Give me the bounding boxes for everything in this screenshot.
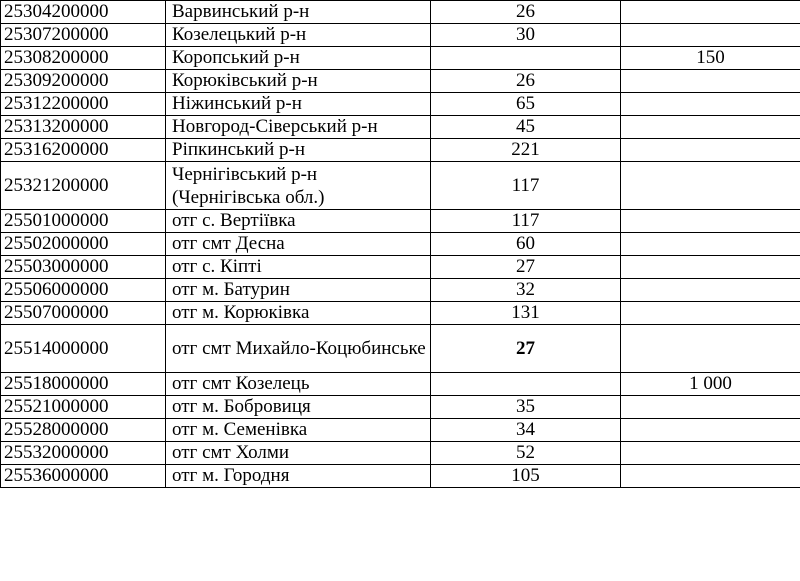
name-cell: Корюківський р-н <box>166 70 431 93</box>
name-cell: отг м. Семенівка <box>166 419 431 442</box>
name-cell: отг м. Батурин <box>166 279 431 302</box>
value-cell: 45 <box>431 116 621 139</box>
value-cell-2 <box>621 233 800 256</box>
code-cell: 25503000000 <box>1 256 166 279</box>
code-cell: 25506000000 <box>1 279 166 302</box>
code-cell: 25316200000 <box>1 139 166 162</box>
value-cell-2 <box>621 302 800 325</box>
name-cell: Козелецький р-н <box>166 24 431 47</box>
value-cell: 26 <box>431 1 621 24</box>
table-row <box>1 93 800 116</box>
code-cell: 25528000000 <box>1 419 166 442</box>
table-row <box>1 1 800 24</box>
value-cell-2: 1 000 <box>621 373 800 396</box>
table-row <box>1 419 800 442</box>
value-cell-2 <box>621 162 800 210</box>
value-cell-2 <box>621 465 800 488</box>
table-row <box>1 139 800 162</box>
name-cell: отг с. Вертіївка <box>166 210 431 233</box>
value-cell: 131 <box>431 302 621 325</box>
value-cell: 32 <box>431 279 621 302</box>
table-row <box>1 116 800 139</box>
value-cell-2 <box>621 419 800 442</box>
name-cell: отг м. Городня <box>166 465 431 488</box>
table-row <box>1 325 800 373</box>
table-row <box>1 279 800 302</box>
value-cell: 105 <box>431 465 621 488</box>
value-cell-2 <box>621 93 800 116</box>
value-cell <box>431 47 621 70</box>
value-cell-2 <box>621 116 800 139</box>
value-cell-2 <box>621 1 800 24</box>
name-cell: Новгород-Сіверський р-н <box>166 116 431 139</box>
table-row <box>1 162 800 210</box>
value-cell-2 <box>621 210 800 233</box>
code-cell: 25312200000 <box>1 93 166 116</box>
table-row <box>1 70 800 93</box>
code-cell: 25321200000 <box>1 162 166 210</box>
code-cell: 25518000000 <box>1 373 166 396</box>
value-cell: 34 <box>431 419 621 442</box>
value-cell-2: 150 <box>621 47 800 70</box>
code-cell: 25507000000 <box>1 302 166 325</box>
code-cell: 25304200000 <box>1 1 166 24</box>
value-cell <box>431 373 621 396</box>
code-cell: 25308200000 <box>1 47 166 70</box>
value-cell: 26 <box>431 70 621 93</box>
value-cell: 60 <box>431 233 621 256</box>
value-cell-2 <box>621 325 800 373</box>
value-cell-2 <box>621 256 800 279</box>
value-cell-2 <box>621 279 800 302</box>
table-row <box>1 24 800 47</box>
code-cell: 25313200000 <box>1 116 166 139</box>
name-cell: отг м. Корюківка <box>166 302 431 325</box>
table-row <box>1 373 800 396</box>
name-cell: Коропський р-н <box>166 47 431 70</box>
value-cell: 27 <box>431 325 621 373</box>
code-cell: 25502000000 <box>1 233 166 256</box>
name-cell: отг смт Михайло-Коцюбинське <box>166 325 431 373</box>
value-cell: 65 <box>431 93 621 116</box>
value-cell-2 <box>621 24 800 47</box>
code-cell: 25521000000 <box>1 396 166 419</box>
name-cell: Ніжинський р-н <box>166 93 431 116</box>
code-cell: 25501000000 <box>1 210 166 233</box>
value-cell: 35 <box>431 396 621 419</box>
table-row <box>1 256 800 279</box>
value-cell: 117 <box>431 210 621 233</box>
table-row <box>1 396 800 419</box>
value-cell-2 <box>621 396 800 419</box>
value-cell-2 <box>621 442 800 465</box>
table-row <box>1 442 800 465</box>
value-cell-2 <box>621 70 800 93</box>
value-cell-2 <box>621 139 800 162</box>
table-row <box>1 465 800 488</box>
name-cell: Варвинський р-н <box>166 1 431 24</box>
table-row <box>1 47 800 70</box>
name-cell: отг с. Кіпті <box>166 256 431 279</box>
name-cell: отг смт Десна <box>166 233 431 256</box>
name-cell: Ріпкинський р-н <box>166 139 431 162</box>
table-row <box>1 210 800 233</box>
value-cell: 221 <box>431 139 621 162</box>
name-cell: отг м. Бобровиця <box>166 396 431 419</box>
table-row <box>1 233 800 256</box>
value-cell: 117 <box>431 162 621 210</box>
name-cell: отг смт Козелець <box>166 373 431 396</box>
code-cell: 25514000000 <box>1 325 166 373</box>
code-cell: 25532000000 <box>1 442 166 465</box>
name-cell: отг смт Холми <box>166 442 431 465</box>
value-cell: 30 <box>431 24 621 47</box>
code-cell: 25307200000 <box>1 24 166 47</box>
value-cell: 52 <box>431 442 621 465</box>
value-cell: 27 <box>431 256 621 279</box>
table-row <box>1 302 800 325</box>
name-cell: Чернігівський р-н (Чернігівська обл.) <box>166 162 431 210</box>
code-cell: 25309200000 <box>1 70 166 93</box>
code-cell: 25536000000 <box>1 465 166 488</box>
